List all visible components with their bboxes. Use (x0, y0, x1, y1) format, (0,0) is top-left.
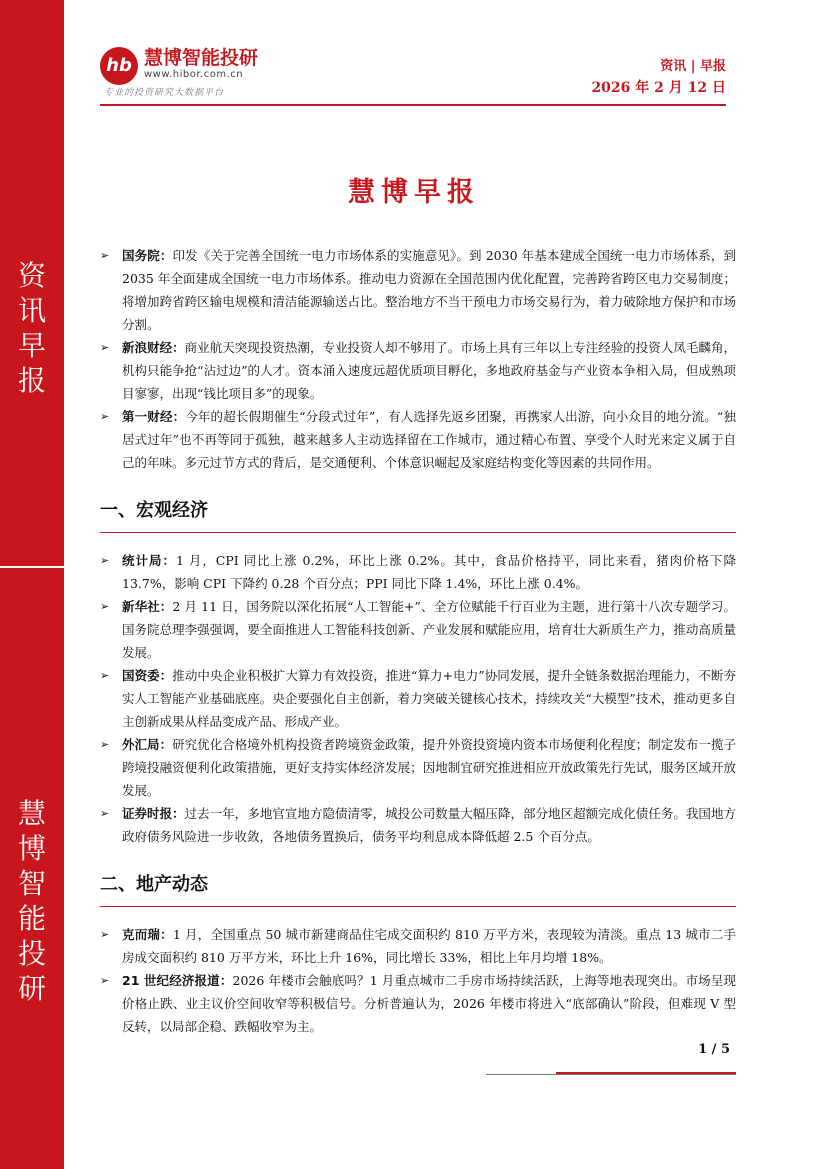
sidebar-char: 资 (17, 259, 46, 292)
news-source: 21 世纪经济报道： (122, 973, 233, 988)
news-source: 统计局： (122, 553, 176, 568)
sidebar-char: 讯 (17, 294, 46, 327)
news-text: 1 月，CPI 同比上涨 0.2%，环比上涨 0.2%。其中，食品价格持平，同比来看，猪肉价格下降 13.7%，影响 CPI 下降约 0.28 个百分点；PPI 同比下降 1.4%，环比上涨 0.4%。 (122, 553, 736, 591)
news-source: 证券时报： (122, 806, 185, 821)
news-source: 国资委： (122, 668, 173, 683)
news-text: 研究优化合格境外机构投资者跨境资金政策，提升外资投资境内资本市场便利化程度；制定发布一揽子跨境投融资便利化政策措施，更好支持实体经济发展；因地制宜研究推进相应开放政策先行先试，服务区域开放发展。 (122, 737, 736, 798)
news-item (100, 549, 736, 595)
news-source: 新浪财经： (122, 340, 185, 355)
footer-divider (486, 1074, 736, 1075)
section-heading-property: 二、地产动态 (100, 870, 736, 907)
news-text: 1 月，全国重点 50 城市新建商品住宅成交面积约 810 万平方米，表现较为清淡。重点 13 城市二手房成交面积约 810 万平方米，环比上升 16%，同比增长 33%，相比上年月均增 18%。 (122, 927, 736, 965)
sidebar-char: 早 (17, 329, 46, 362)
sidebar-char: 研 (17, 972, 46, 1005)
intro-list (100, 244, 736, 474)
news-item (100, 923, 736, 969)
sidebar (0, 0, 64, 1169)
sidebar-char: 投 (17, 937, 46, 970)
header-meta (591, 58, 726, 100)
news-text: 2 月 11 日，国务院以深化拓展“人工智能+”、全方位赋能千行百业为主题，进行第十八次专题学习。国务院总理李强强调，要全面推进人工智能科技创新、产业发展和赋能应用，培育壮大新质生产力，推动高质量发展。 (122, 599, 736, 660)
news-source: 克而瑞： (122, 927, 173, 942)
arrow-bullet-icon: ➢ (100, 928, 110, 941)
logo-url: www.hibor.com.cn (144, 69, 244, 80)
arrow-bullet-icon: ➢ (100, 249, 110, 262)
sidebar-char: 慧 (17, 797, 46, 830)
sidebar-char: 智 (17, 867, 46, 900)
news-item (100, 336, 736, 405)
section-heading-macro: 一、宏观经济 (100, 496, 736, 533)
arrow-bullet-icon: ➢ (100, 600, 110, 613)
news-source: 外汇局： (122, 737, 173, 752)
header-divider (100, 104, 726, 106)
news-item (100, 802, 736, 848)
news-source: 国务院： (122, 248, 173, 263)
news-text: 过去一年，多地官宣地方隐债清零，城投公司数量大幅压降，部分地区超额完成化债任务。我国地方政府债务风险进一步收敛，各地债务置换后，债务平均利息成本降低超 2.5 个百分点。 (122, 806, 736, 844)
news-text: 推动中央企业积极扩大算力有效投资，推进“算力+电力”协同发展，提升全链条数据治理能力，不断夯实人工智能产业基础底座。央企要强化自主创新，着力突破关键核心技术，持续攻关“大模型”技术，推动更多自主创新成果从样品变成产品、形成产业。 (122, 668, 736, 729)
logo-mark-icon: hb (100, 47, 138, 85)
report-tag: 资讯 | 早报 (660, 59, 726, 74)
page-title: 慧博早报 (348, 177, 480, 208)
sidebar-top-text (0, 258, 64, 398)
logo-slogan: 专业的投资研究大数据平台 (104, 88, 225, 98)
report-date: 2026 年 2 月 12 日 (591, 80, 726, 96)
arrow-bullet-icon: ➢ (100, 738, 110, 751)
news-text: 印发《关于完善全国统一电力市场体系的实施意见》。到 2030 年基本建成全国统一电力市场体系，到 2035 年全面建成全国统一电力市场体系。推动电力资源在全国范围内优化配置，完善跨省跨区电力交易制度；将增加跨省跨区输电规模和清洁能源输送占比。整治地方不当干预电力市场交易行为，着力破除地方保护和市场分割。 (122, 248, 736, 332)
arrow-bullet-icon: ➢ (100, 341, 110, 354)
logo-name: 慧博智能投研 (144, 47, 259, 69)
sidebar-char: 博 (17, 832, 46, 865)
news-source: 新华社： (122, 599, 173, 614)
arrow-bullet-icon: ➢ (100, 410, 110, 423)
news-item (100, 244, 736, 336)
page-number: 1 / 5 (698, 1042, 730, 1057)
report-content (100, 244, 736, 1038)
news-item (100, 664, 736, 733)
news-item (100, 595, 736, 664)
arrow-bullet-icon: ➢ (100, 807, 110, 820)
news-text: 商业航天突现投资热潮，专业投资人却不够用了。市场上具有三年以上专注经验的投资人凤毛麟角，机构只能争抢“沾过边”的人才。资本涌入速度远超优质项目孵化，多地政府基金与产业资本争相入局，但成熟项目寥寥，出现“钱比项目多”的现象。 (122, 340, 736, 401)
arrow-bullet-icon: ➢ (100, 554, 110, 567)
news-source: 第一财经： (122, 409, 186, 424)
arrow-bullet-icon: ➢ (100, 974, 110, 987)
sidebar-divider (0, 566, 64, 568)
news-item (100, 733, 736, 802)
sidebar-char: 报 (17, 364, 46, 397)
news-text: 2026 年楼市会触底吗？1 月重点城市二手房市场持续活跃，上海等地表现突出。市场呈现价格止跌、业主议价空间收窄等积极信号。分析普遍认为，2026 年楼市将进入“底部确认”阶段，但难现 V 型反转，以局部企稳、跌幅收窄为主。 (122, 973, 736, 1034)
property-list (100, 923, 736, 1038)
arrow-bullet-icon: ➢ (100, 669, 110, 682)
sidebar-char: 能 (17, 902, 46, 935)
sidebar-bottom-text (0, 796, 64, 1006)
macro-list (100, 549, 736, 848)
footer-accent-line (556, 1072, 736, 1074)
news-text: 今年的超长假期催生“分段式过年”，有人选择先返乡团聚，再携家人出游，向小众目的地分流。“独居式过年”也不再等同于孤独，越来越多人主动选择留在工作城市，通过精心布置、享受个人时光来定义属于自己的年味。多元过节方式的背后，是交通便利、个体意识崛起及家庭结构变化等因素的共同作用。 (122, 409, 736, 470)
hibor-logo[interactable] (100, 47, 300, 97)
news-item (100, 405, 736, 474)
news-item (100, 969, 736, 1038)
